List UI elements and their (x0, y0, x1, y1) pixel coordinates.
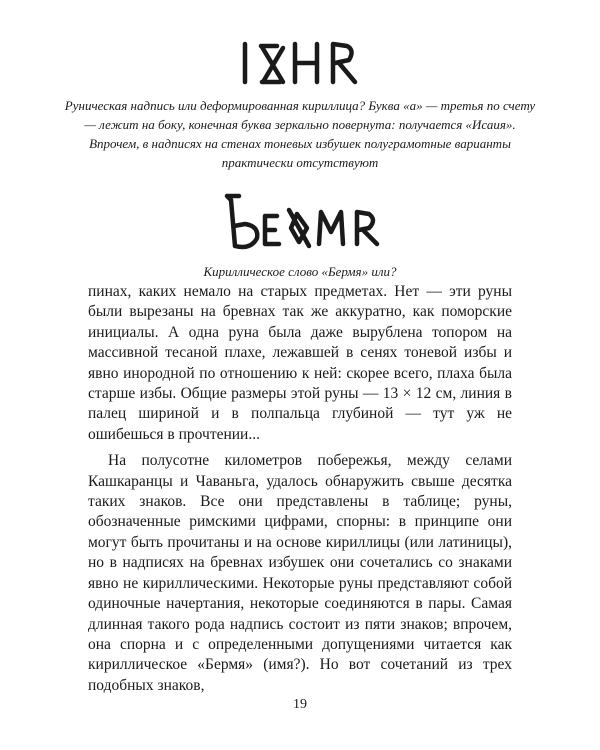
figure-1-caption: Руническая надпись или деформированная кириллица? Буква «а» — третья по счету — лежит на боку, конечная буква зеркально повернута: получается «Исаия». Впрочем, в надписях на стенах тоневых избушек полуграмотные варианты практически отсутствуют (64, 98, 536, 170)
glyph-r (333, 44, 355, 82)
glyph-be (227, 196, 257, 247)
glyph-m (319, 212, 343, 244)
paragraph-2: На полусотне километров побережья, между селами Кашкаранцы и Чаваньга, удалось обнаружить свыше десятка таких знаков. Все они представлены в таблице; руны, обозначенные римскими цифрами, спорны: в принципе они могут быть прочитаны и на основе кириллицы (или латиницы), но в надписях на бревнах избушек они сочетались со знаками явно не кириллическими. Некоторые руны представляют собой одиночные начертания, некоторые соединяются в пары. Самая длинная такого рода надпись состоит из пяти знаков; впрочем, она спорна и с определенными допущениями читается как кириллическое «Бермя» (имя?). Но вот сочетаний из трех подобных знаков, (88, 452, 512, 694)
rune-inscription-1 (0, 38, 600, 88)
glyph-e (265, 216, 279, 244)
glyph-theta (289, 210, 309, 246)
paragraph-1: пинах, каких немало на старых предметах. Нет — эти руны были вырезаны на бревнах так же аккуратно, как поморские инициалы. А одна руна была даже вырублена топором на массивной тесаной плахе, лежавшей в сенях тоневой избы и явно инородной по отношению к ней: скорее всего, плаха была старше избы. Общие размеры этой руны — 13 × 12 см, линия в палец шириной и в полпальца глубиной — тут уж не ошибешься в прочтении... (88, 283, 512, 443)
glyph-a-sideways (261, 46, 283, 82)
body-text (88, 282, 512, 696)
rune-inscription-2-drawing (215, 188, 385, 258)
glyph-r-2 (357, 212, 377, 244)
page-number: 19 (293, 697, 307, 712)
rune-inscription-2 (0, 188, 600, 258)
figure-2-caption: Кириллическое слово «Бермя» или? (203, 264, 397, 279)
glyph-h (295, 44, 317, 82)
rune-inscription-1-drawing (235, 38, 365, 88)
